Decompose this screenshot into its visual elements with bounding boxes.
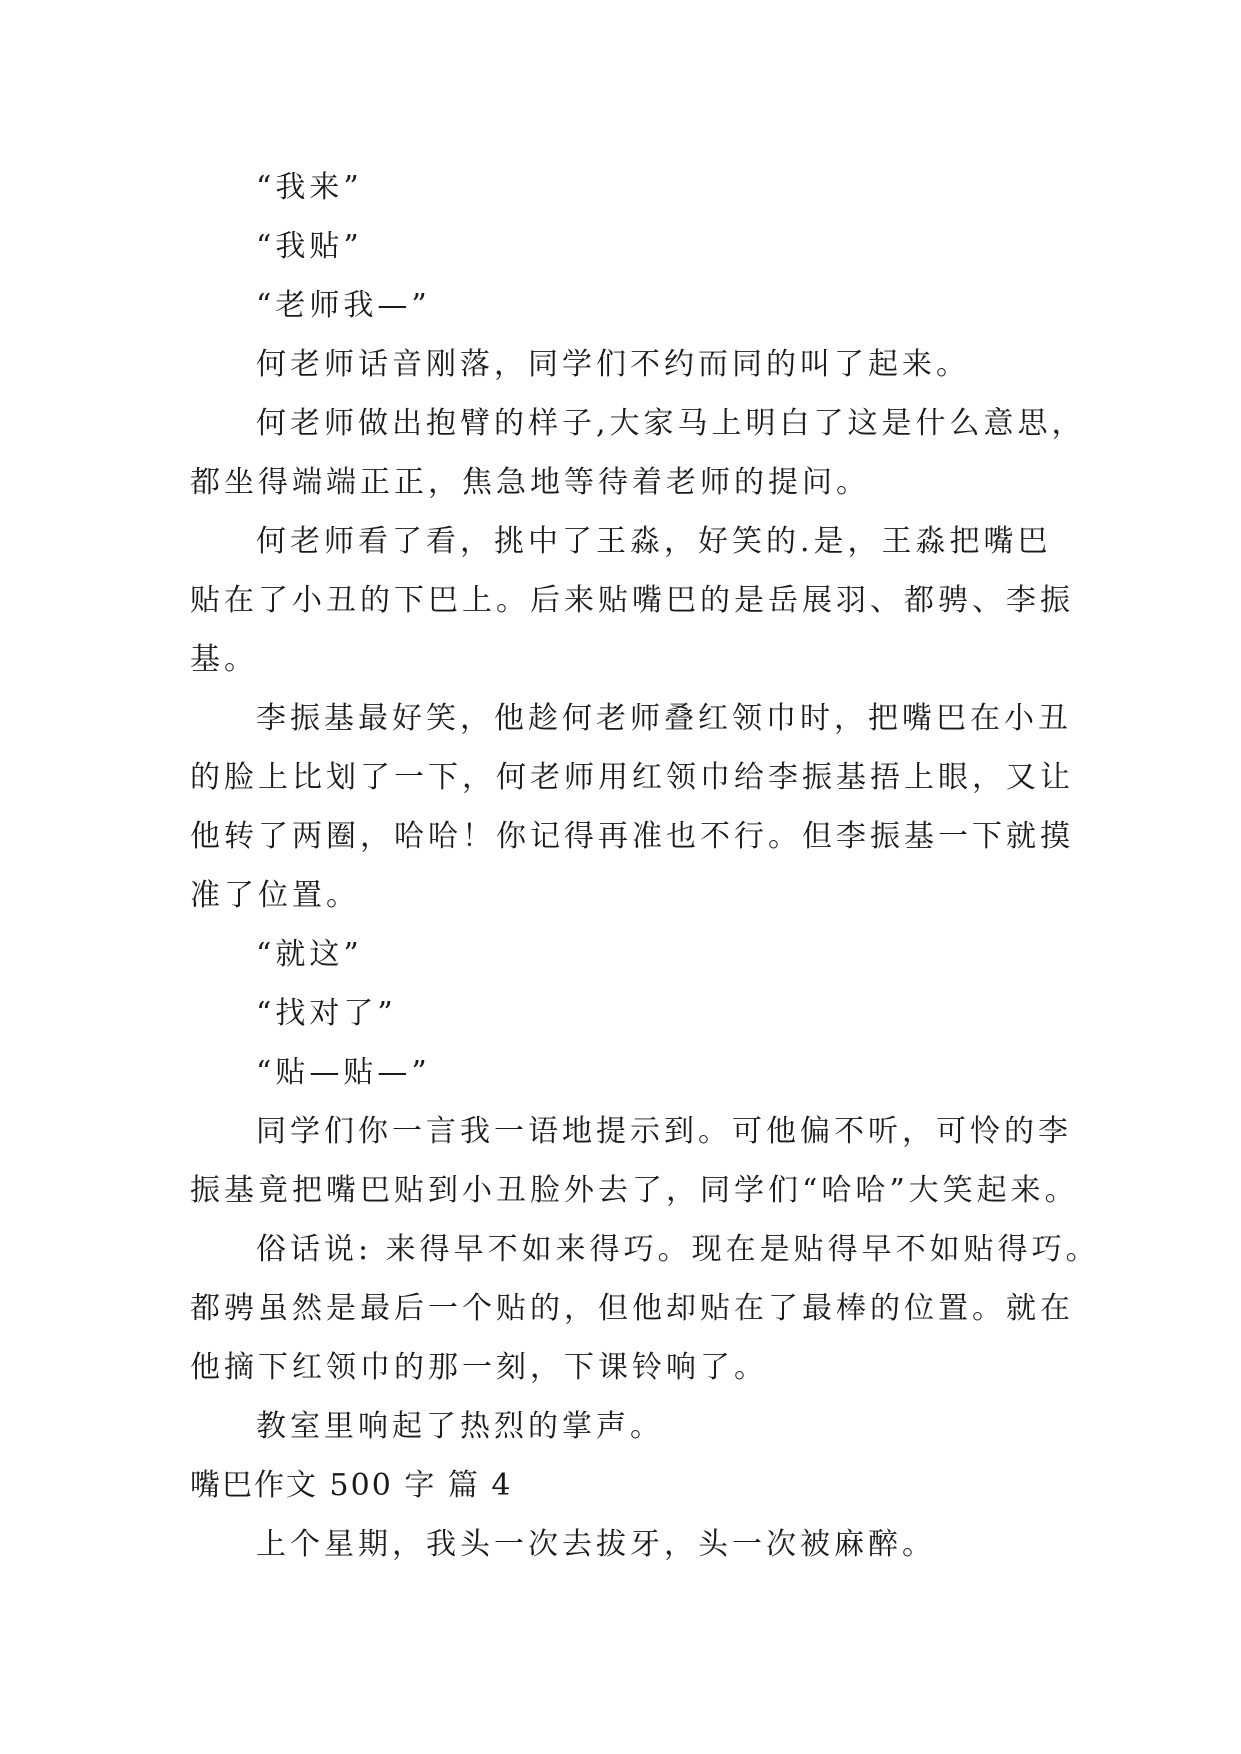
dialogue-line: “我贴”: [256, 229, 363, 264]
dialogue-line: “就这”: [256, 937, 363, 972]
dialogue-line: “找对了”: [256, 996, 397, 1031]
paragraph-line: 贴在了小丑的下巴上。后来贴嘴巴的是岳展羽、都骋、李振: [190, 583, 1074, 618]
paragraph-line: 他转了两圈，哈哈！你记得再准也不行。但李振基一下就摸: [190, 819, 1074, 854]
paragraph-line: 都坐得端端正正，焦急地等待着老师的提问。: [190, 465, 870, 500]
paragraph-line: 准了位置。: [190, 878, 360, 913]
paragraph-line: 振基竟把嘴巴贴到小丑脸外去了，同学们“哈哈”大笑起来。: [190, 1173, 1079, 1208]
paragraph-line: 他摘下红领巾的那一刻，下课铃响了。: [190, 1350, 768, 1385]
dialogue-line: “我来”: [256, 170, 363, 205]
paragraph-line: 何老师看了看，挑中了王淼，好笑的.是，王淼把嘴巴: [256, 524, 1052, 559]
paragraph-line: 的脸上比划了一下，何老师用红领巾给李振基捂上眼，又让: [190, 760, 1074, 795]
dialogue-line: “老师我—”: [256, 288, 431, 323]
document-body: [190, 158, 1100, 1574]
section-heading: 嘴巴作文 500 字 篇 4: [190, 1468, 513, 1503]
paragraph-line: 同学们你一言我一语地提示到。可他偏不听，可怜的李: [256, 1114, 1072, 1149]
paragraph-line: 上个星期，我头一次去拔牙，头一次被麻醉。: [256, 1527, 936, 1562]
paragraph-line: 教室里响起了热烈的掌声。: [256, 1409, 664, 1444]
dialogue-line: “贴—贴—”: [256, 1055, 431, 1090]
paragraph-line: 何老师做出抱臂的样子,大家马上明白了这是什么意思，: [256, 406, 1086, 441]
paragraph-line: 俗话说: 来得早不如来得巧。现在是贴得早不如贴得巧。: [256, 1232, 1100, 1267]
paragraph-line: 基。: [190, 642, 258, 677]
paragraph-line: 都骋虽然是最后一个贴的，但他却贴在了最棒的位置。就在: [190, 1291, 1074, 1326]
paragraph-line: 何老师话音刚落，同学们不约而同的叫了起来。: [256, 347, 970, 382]
paragraph-line: 李振基最好笑，他趁何老师叠红领巾时，把嘴巴在小丑: [256, 701, 1072, 736]
